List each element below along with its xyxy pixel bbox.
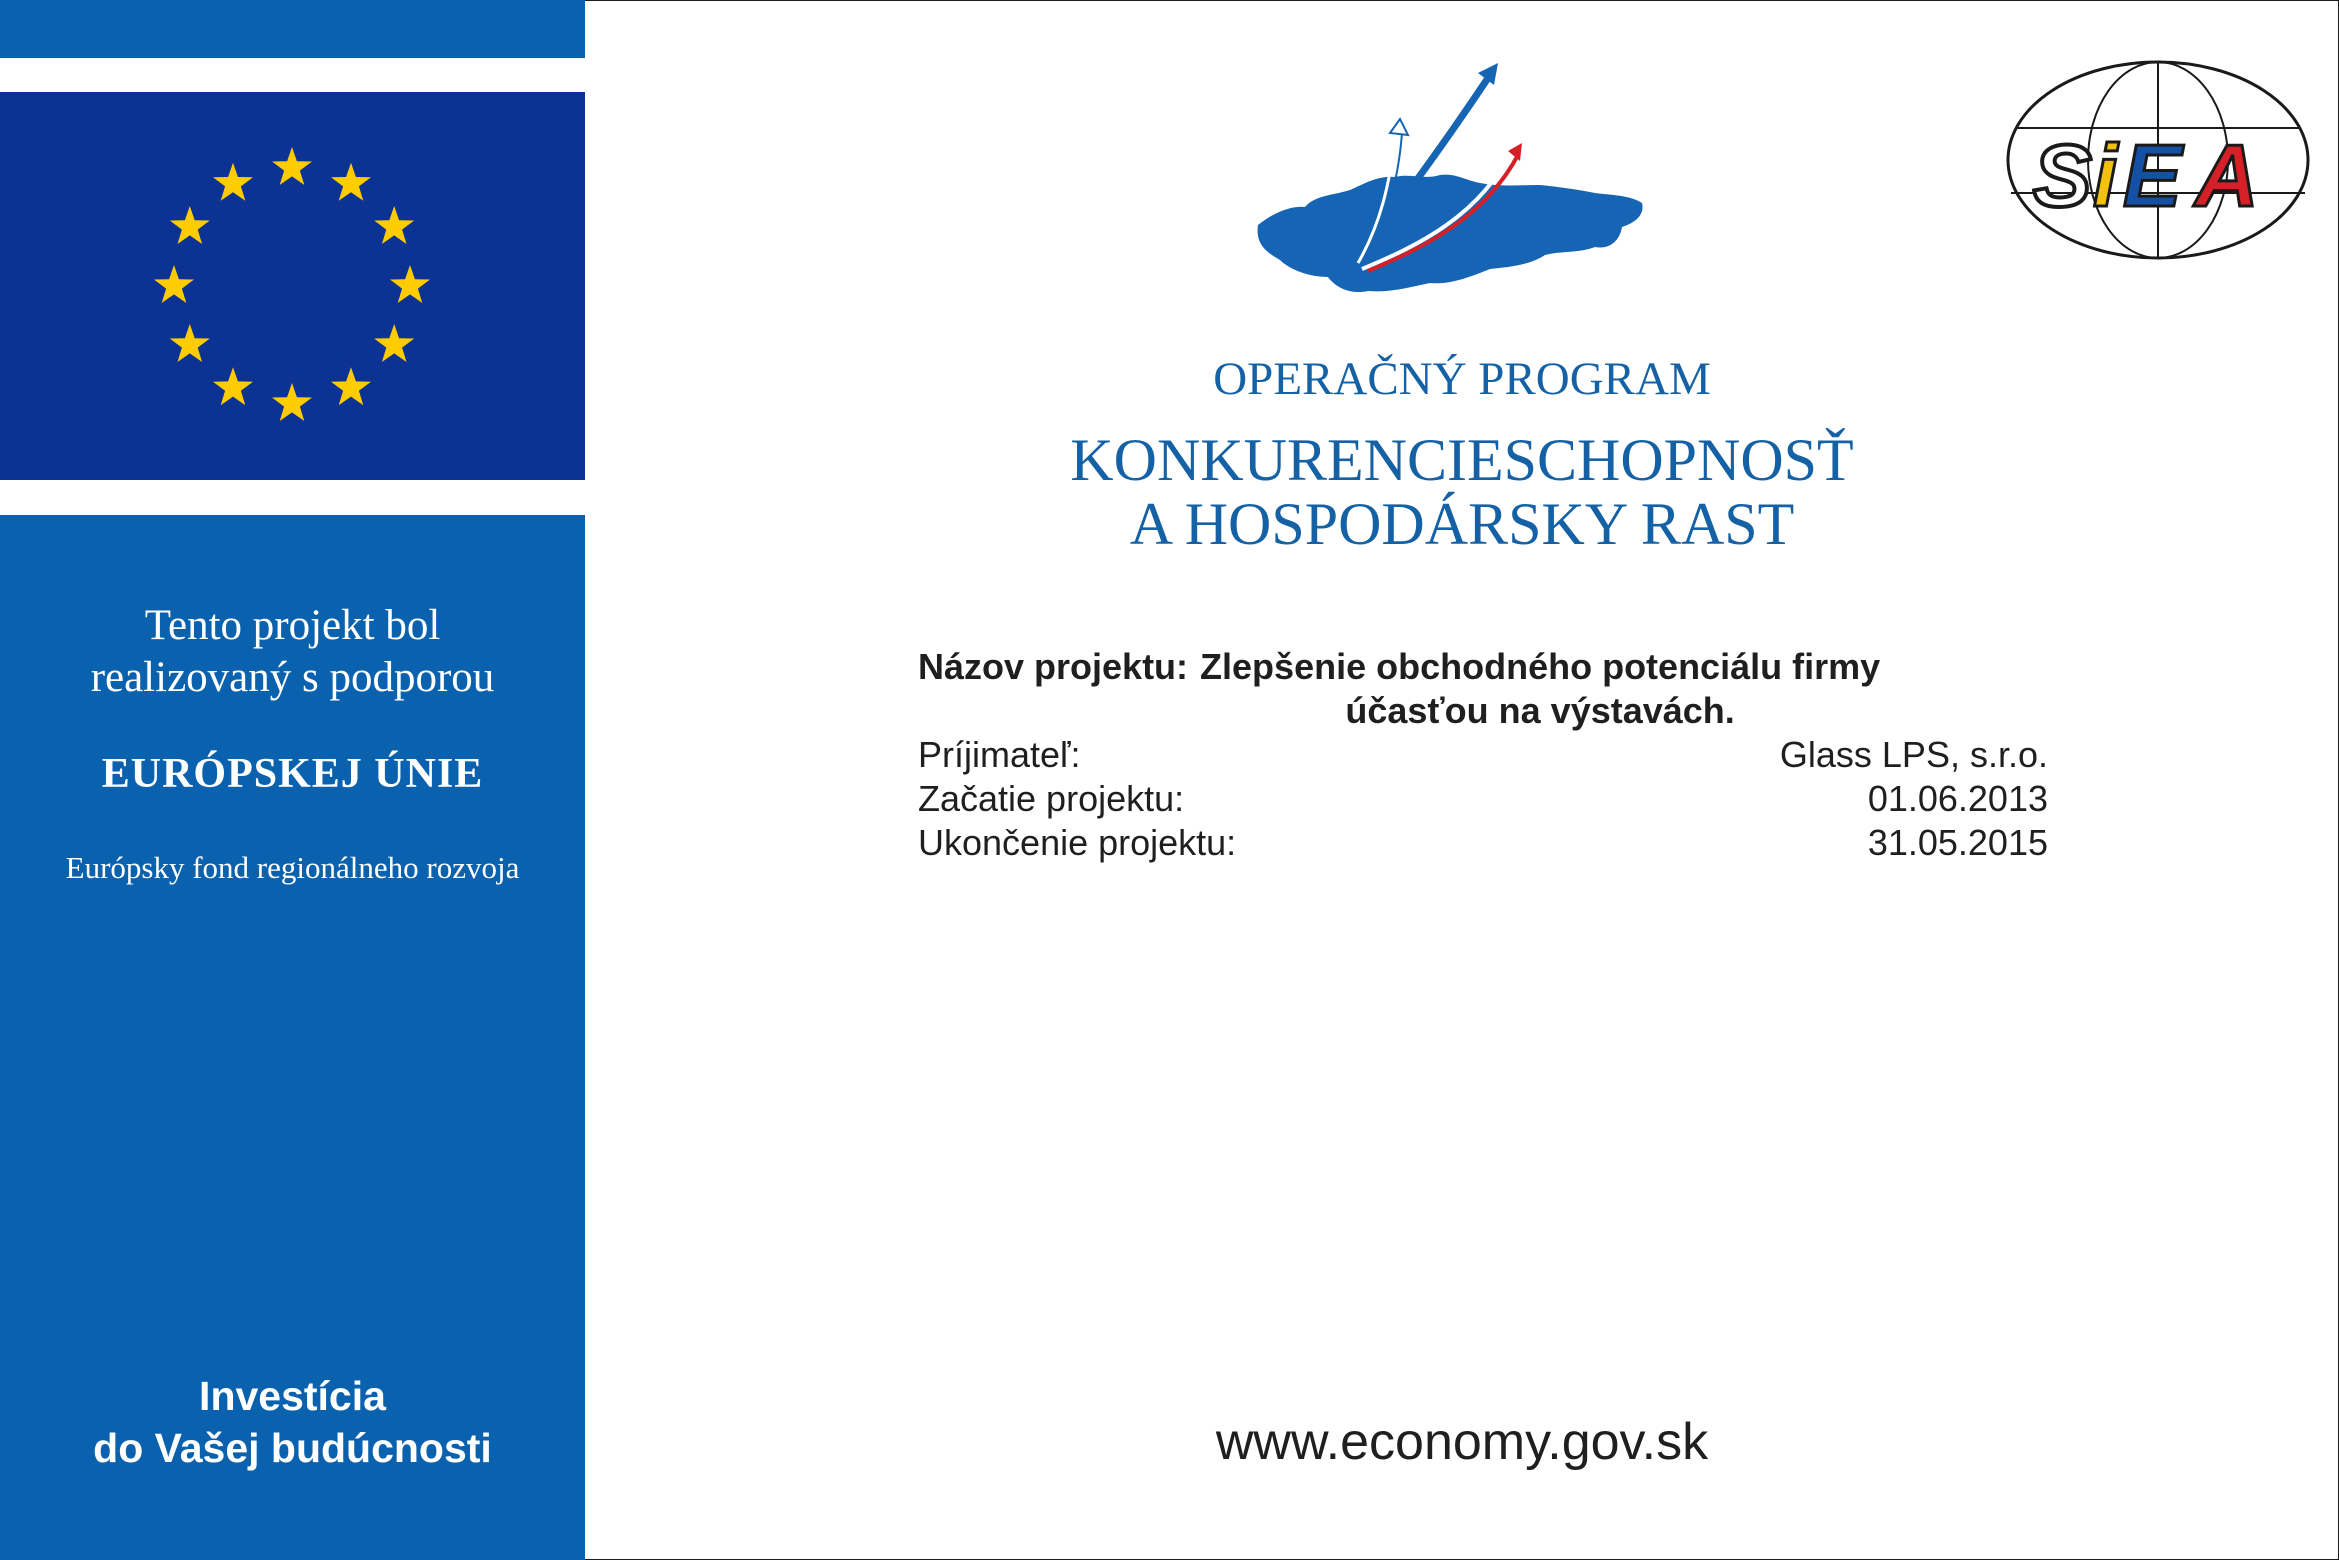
recipient-label: Príjimateľ: — [918, 734, 1081, 775]
recipient-value: Glass LPS, s.r.o. — [1779, 734, 2048, 775]
eu-side-panel — [0, 0, 585, 1560]
eu-star-icon — [331, 163, 371, 201]
start-row — [918, 777, 2048, 821]
white-stripe-top — [0, 58, 585, 92]
end-row — [918, 821, 2048, 865]
end-label: Ukončenie projektu: — [918, 822, 1237, 863]
project-name-line-1: Zlepšenie obchodného potenciálu firmy — [1200, 646, 1881, 687]
start-label: Začatie projektu: — [918, 778, 1185, 819]
slovakia-map-arrows-logo — [1250, 55, 1650, 305]
white-stripe-bottom — [0, 480, 585, 515]
end-value: 31.05.2015 — [1867, 822, 2048, 863]
project-info — [918, 645, 2048, 865]
eu-stars-icon — [0, 92, 585, 480]
eu-star-icon — [331, 367, 371, 405]
start-value: 01.06.2013 — [1867, 778, 2048, 819]
eu-union-heading: EURÓPSKEJ ÚNIE — [101, 751, 484, 797]
siea-letter-i: i — [2093, 126, 2118, 225]
siea-letter-e: E — [2123, 126, 2182, 225]
project-name-label: Názov projektu: — [918, 646, 1189, 687]
recipient-row — [918, 733, 2048, 777]
eu-star-icon — [390, 265, 430, 303]
eu-star-icon — [374, 206, 414, 244]
support-intro — [0, 600, 585, 704]
eu-star-icon — [154, 265, 194, 303]
slogan-line-1: Investícia — [199, 1373, 386, 1419]
program-title — [585, 428, 2339, 556]
slovakia-map-shape — [1258, 175, 1643, 292]
siea-letter-s: S — [2033, 126, 2092, 225]
website-link[interactable]: www.economy.gov.sk — [1215, 1413, 1709, 1471]
eu-star-icon — [170, 206, 210, 244]
project-name-value — [1188, 645, 1880, 733]
eu-star-icon — [374, 324, 414, 362]
slogan — [0, 1370, 585, 1474]
eu-star-icon — [213, 163, 253, 201]
project-name-line-2: účasťou na výstavách. — [1345, 690, 1735, 731]
intro-line-2: realizovaný s podporou — [90, 654, 495, 701]
siea-globe-logo — [2005, 58, 2311, 264]
eu-star-icon — [170, 324, 210, 362]
program-title-line-2: A HOSPODÁRSKY RAST — [1129, 491, 1795, 557]
program-title-line-1: KONKURENCIESCHOPNOSŤ — [1070, 427, 1854, 493]
slogan-line-2: do Vašej budúcnosti — [93, 1425, 492, 1471]
program-label: OPERAČNÝ PROGRAM — [1213, 353, 1711, 405]
siea-letter-a: A — [2195, 126, 2259, 225]
thin-arrow-head — [1390, 119, 1408, 135]
eu-star-icon — [272, 383, 312, 421]
eu-star-icon — [272, 147, 312, 185]
intro-line-1: Tento projekt bol — [144, 602, 441, 649]
fund-name: Európsky fond regionálneho rozvoja — [65, 850, 520, 885]
eu-flag — [0, 92, 585, 480]
eu-star-icon — [213, 367, 253, 405]
project-name-row — [918, 645, 2048, 733]
